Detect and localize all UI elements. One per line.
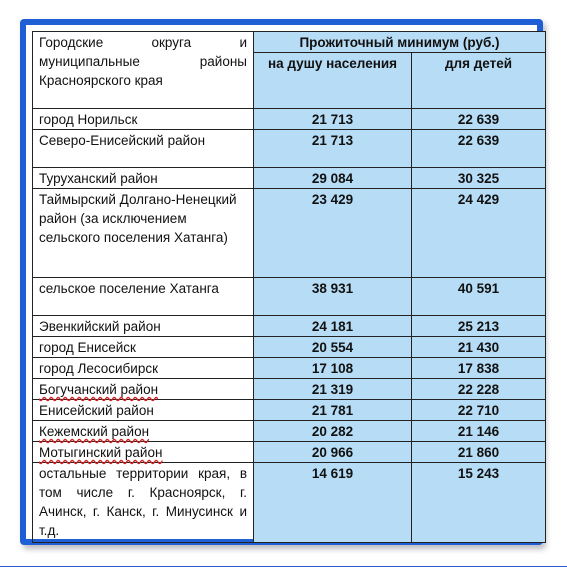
per-capita-value: 21 713 [254,109,412,130]
children-value: 22 228 [412,379,546,400]
region-name: Северо-Енисейский район [33,130,254,168]
region-name [33,379,254,400]
children-value: 22 639 [412,109,546,130]
table-row [33,463,546,543]
region-name: Енисейский район [33,400,254,421]
table-row [33,400,546,421]
region-name: город Лесосибирск [33,358,254,379]
per-capita-value: 20 554 [254,337,412,358]
children-value: 21 430 [412,337,546,358]
per-capita-value: 14 619 [254,463,412,543]
region-name: город Норильск [33,109,254,130]
table-row [33,316,546,337]
table-row [33,168,546,189]
children-value: 21 860 [412,442,546,463]
bottom-divider [0,566,567,567]
region-name: остальные территории края, в том числе г. Красноярск, г. Ачинск, г. Канск, г. Минусинск и т.д. [33,463,254,543]
table-row [33,421,546,442]
per-capita-value: 21 319 [254,379,412,400]
table-row [33,109,546,130]
table-row [33,358,546,379]
region-name: Эвенкийский район [33,316,254,337]
region-name: Таймырский Долгано-Ненецкий район (за исключением сельского поселения Хатанга) [33,189,254,278]
per-capita-header: на душу населения [254,53,412,109]
children-value: 17 838 [412,358,546,379]
children-header: для детей [412,53,546,109]
children-value: 22 710 [412,400,546,421]
group-header: Прожиточный минимум (руб.) [254,32,546,53]
table-row [33,189,546,278]
region-name: сельское поселение Хатанга [33,278,254,316]
region-name: Туруханский район [33,168,254,189]
region-name [33,421,254,442]
region-name-text: Кежемский район [39,424,150,439]
table-row [33,130,546,168]
per-capita-value: 17 108 [254,358,412,379]
per-capita-value: 29 084 [254,168,412,189]
table-row [33,337,546,358]
per-capita-value: 20 966 [254,442,412,463]
region-name-text: Мотыгинский район [39,445,163,460]
per-capita-value: 21 713 [254,130,412,168]
header-row [33,32,546,53]
table-row [33,379,546,400]
children-value: 25 213 [412,316,546,337]
table-row [33,442,546,463]
table-container [32,31,545,543]
per-capita-value: 23 429 [254,189,412,278]
children-value: 30 325 [412,168,546,189]
children-value: 15 243 [412,463,546,543]
per-capita-value: 21 781 [254,400,412,421]
children-value: 21 146 [412,421,546,442]
region-name-text: Богучанский район [39,382,159,397]
children-value: 40 591 [412,278,546,316]
region-column-header: Городские округа и муниципальные районы Красноярского края [33,32,254,109]
per-capita-value: 38 931 [254,278,412,316]
per-capita-value: 20 282 [254,421,412,442]
table-frame [20,19,543,545]
region-name: город Енисейск [33,337,254,358]
per-capita-value: 24 181 [254,316,412,337]
subsistence-minimum-table [32,31,546,543]
children-value: 24 429 [412,189,546,278]
region-name [33,442,254,463]
table-row [33,278,546,316]
children-value: 22 639 [412,130,546,168]
